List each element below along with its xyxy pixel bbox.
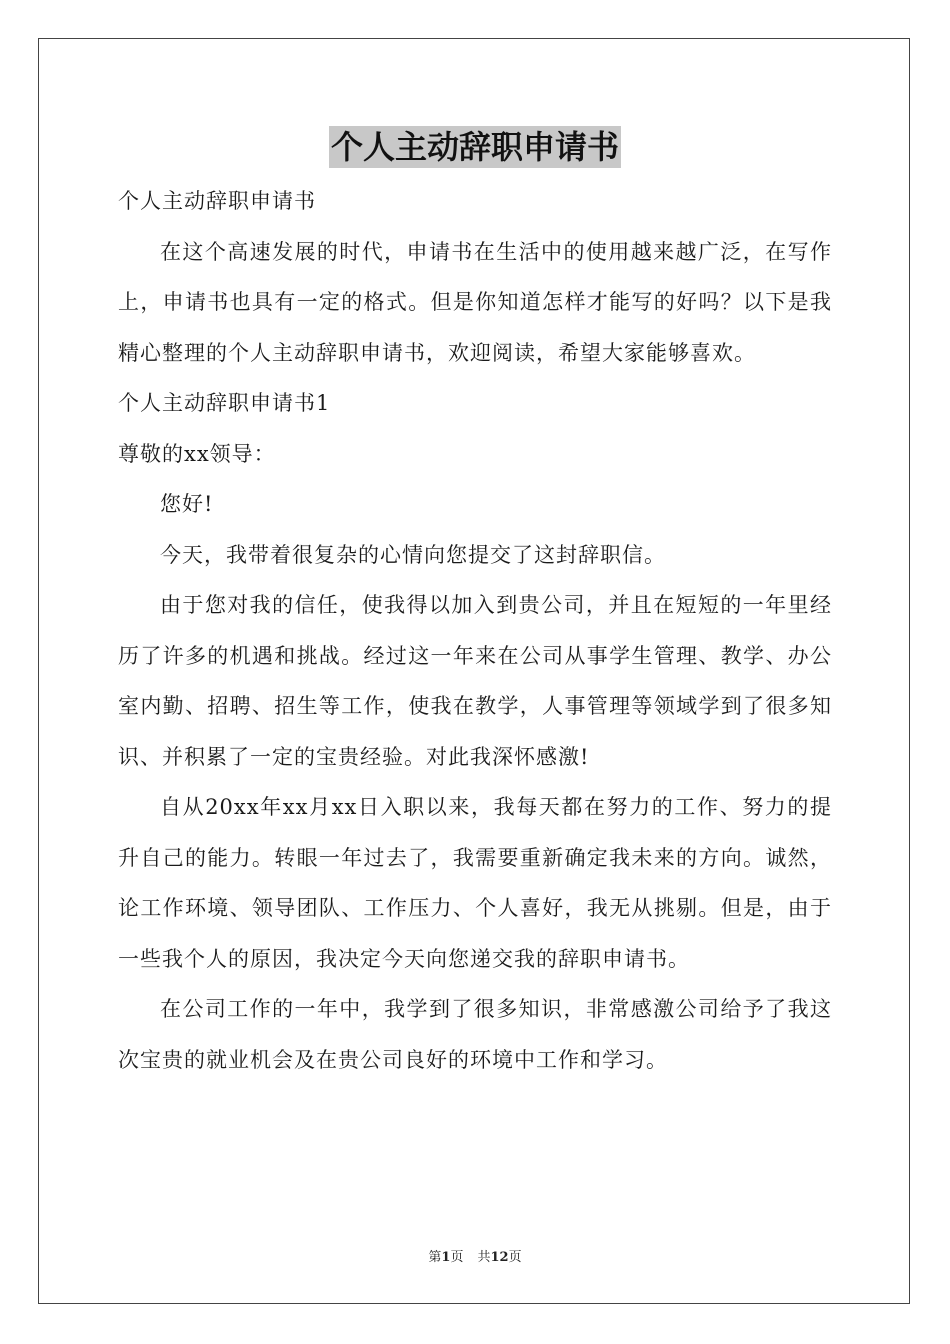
intro-paragraph: 在这个高速发展的时代，申请书在生活中的使用越来越广泛，在写作上，申请书也具有一定的格式。但是你知道怎样才能写的好吗？以下是我精心整理的个人主动辞职申请书，欢迎阅读，希望大家能够喜欢。	[118, 239, 832, 365]
document-title: 个人主动辞职申请书	[330, 128, 619, 166]
greeting: 您好!	[160, 492, 214, 516]
page-prefix: 第	[428, 1250, 442, 1265]
page-unit: 页	[450, 1250, 464, 1265]
page-current-number: 1	[441, 1250, 451, 1265]
total-prefix: 共	[477, 1250, 491, 1265]
section-heading: 个人主动辞职申请书1	[118, 391, 331, 415]
document-subtitle: 个人主动辞职申请书	[118, 189, 316, 213]
page-total-number: 12	[490, 1250, 509, 1265]
body-paragraph: 在公司工作的一年中，我学到了很多知识，非常感激公司给予了我这次宝贵的就业机会及在贵公司良好的环境中工作和学习。	[118, 997, 832, 1072]
total-unit: 页	[508, 1250, 522, 1265]
body-paragraph: 自从20xx年xx月xx日入职以来，我每天都在努力的工作、努力的提升自己的能力。转眼一年过去了，我需要重新确定我未来的方向。诚然，论工作环境、领导团队、工作压力、个人喜好，我无从挑剔。但是，由于一些我个人的原因，我决定今天向您递交我的辞职申请书。	[118, 795, 832, 971]
page-footer	[0, 1246, 950, 1265]
body-paragraph: 由于您对我的信任，使我得以加入到贵公司，并且在短短的一年里经历了许多的机遇和挑战。经过这一年来在公司从事学生管理、教学、办公室内勤、招聘、招生等工作，使我在教学，人事管理等领域学到了很多知识、并积累了一定的宝贵经验。对此我深怀感激!	[118, 593, 832, 769]
title-container	[0, 126, 950, 168]
salutation: 尊敬的xx领导：	[118, 441, 276, 466]
document-body	[118, 176, 832, 1085]
body-paragraph: 今天，我带着很复杂的心情向您提交了这封辞职信。	[160, 542, 666, 567]
